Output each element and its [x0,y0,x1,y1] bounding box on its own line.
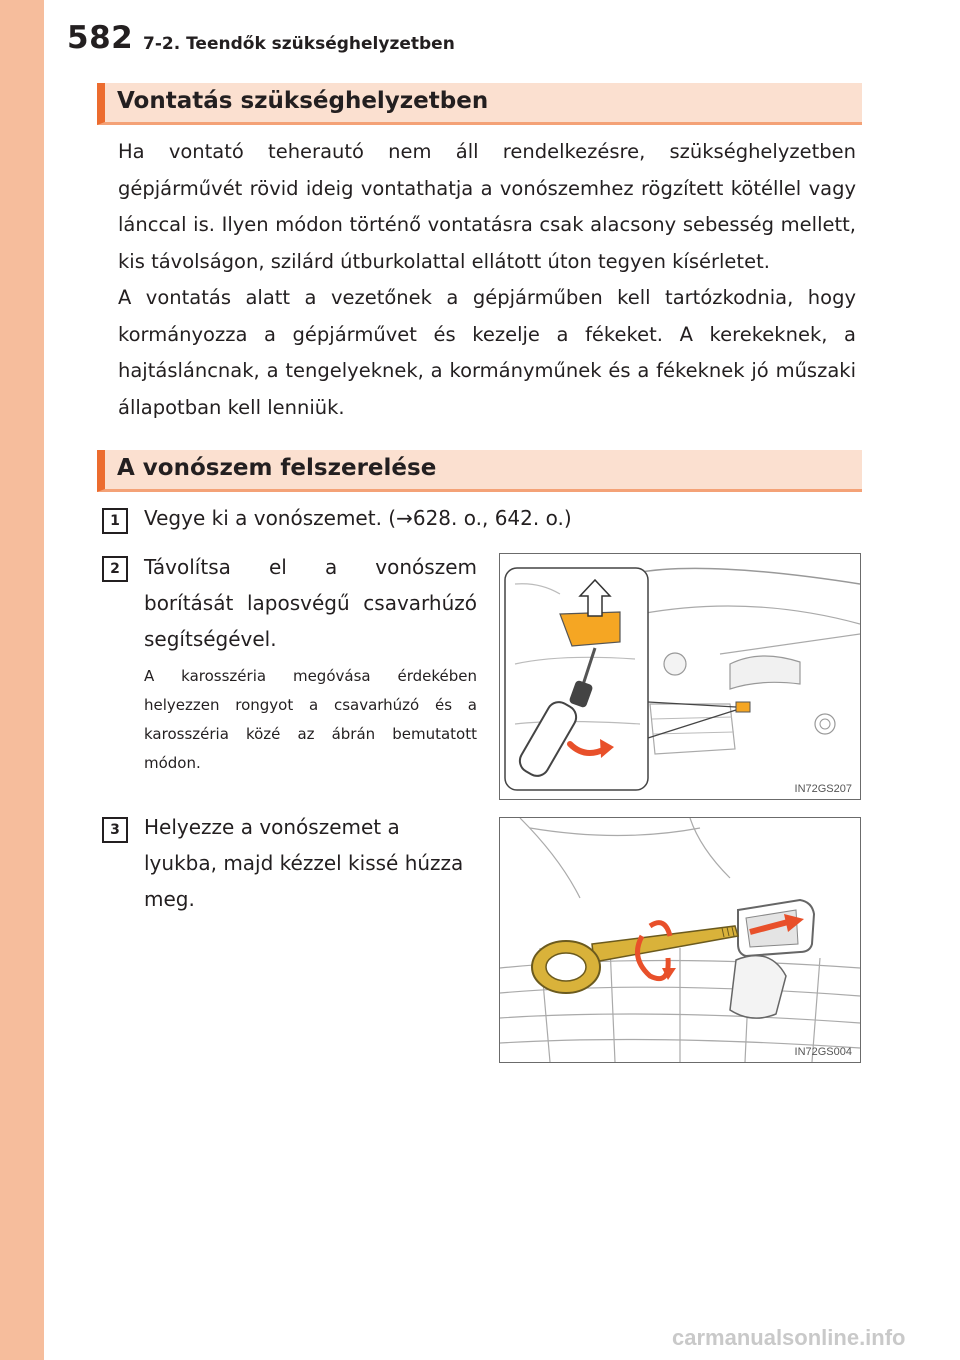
figure-code: IN72GS207 [794,783,852,795]
page-number: 582 [67,20,134,56]
paragraph-towing-intro: Ha vontató teherautó nem áll rendelkezésre, szükséghelyzetben gépjárművét rövid ideig vontathatja a vonószemhez rögzített kötéllel vagy lánccal is. Ilyen módon történő vontatásra csak alacsony sebesség mellett, kis távolságon, szilárd útburkolattal ellátott úton tegyen kísérletet. [118,140,856,273]
cover-removal-illustration [500,554,860,799]
figure-code: IN72GS004 [794,1046,852,1058]
step-number-badge: 1 [102,508,128,534]
section-title: Vontatás szükséghelyzetben [117,88,489,114]
step-number-badge: 2 [102,556,128,582]
page-edge-strip [0,0,44,1360]
section-title: A vonószem felszerelése [117,455,437,481]
paragraph-towing-driver: A vontatás alatt a vezetőnek a gépjárműben kell tartózkodnia, hogy kormányozza a gépjárművet és kezelje a fékeket. A kerekeknek, a hajtásláncnak, a tengelyeknek, a kormányműnek és a fékeknek jó műszaki állapotban kell lenniük. [118,286,856,419]
figure-eyelet-install [499,817,861,1063]
section-heading-towing [97,83,862,125]
chapter-title: 7-2. Teendők szükséghelyzetben [143,34,455,54]
step-number-badge: 3 [102,817,128,843]
figure-cover-removal [499,553,861,800]
section-heading-install-eyelet [97,450,862,492]
eyelet-install-illustration [500,818,860,1062]
step-2-text: Távolítsa el a vonószem borítását laposvégű csavarhúzó segítségével. [144,555,477,651]
step-2-note: A karosszéria megóvása érdekében helyezzen rongyot a csavarhúzó és a karosszéria közé az ábrán bemutatott módon. [144,667,477,772]
watermark: carmanualsonline.info [672,1325,906,1350]
step-1-text: Vegye ki a vonószemet. (→628. o., 642. o.) [144,506,572,530]
step-3-text: Helyezze a vonószemet a lyukba, majd kézzel kissé húzza meg. [144,815,464,911]
